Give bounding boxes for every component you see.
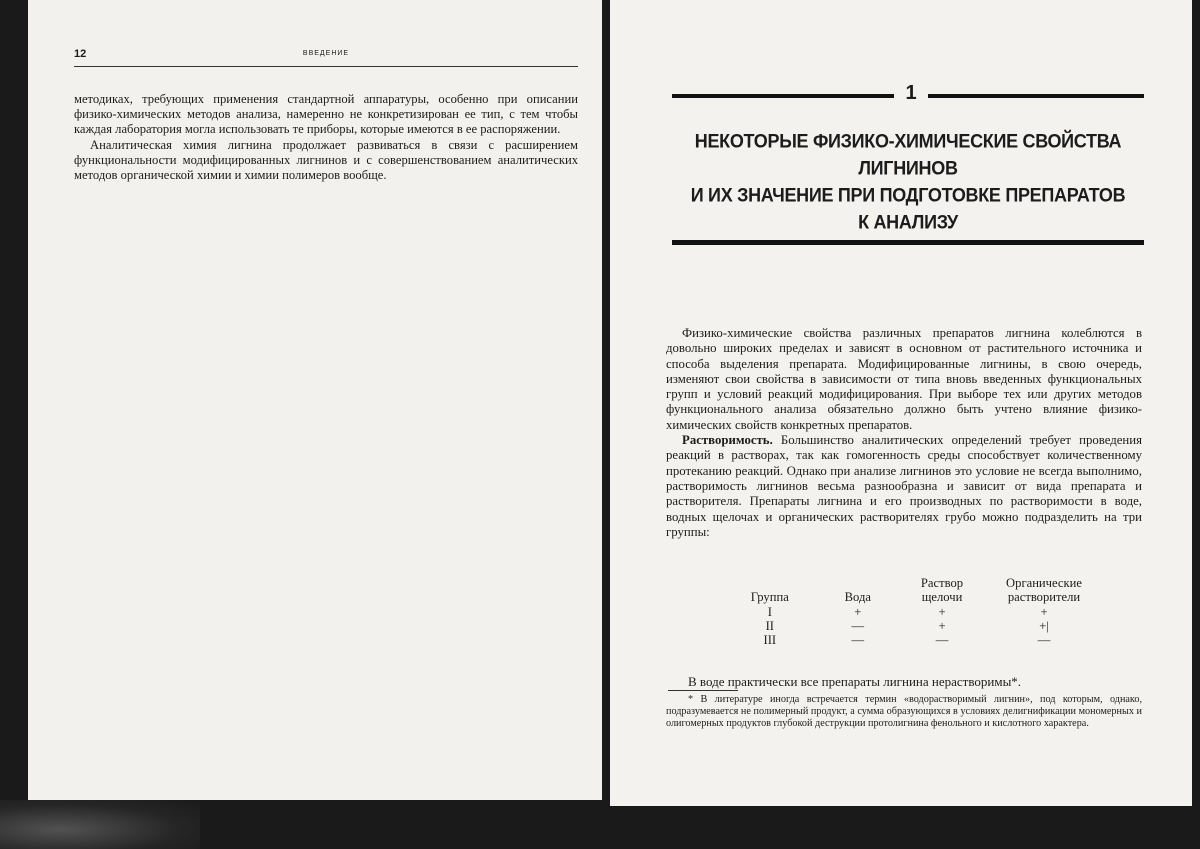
chapter-rule-left xyxy=(672,94,894,98)
table-row xyxy=(720,605,1100,619)
paragraph: Аналитическая химия лигнина продолжает развиваться в связи с расширением функциональности модифицированных лигнинов и с совершенствованием аналитических методов органической химии и химии полимеров вообще. xyxy=(74,137,578,183)
table-cell: + xyxy=(854,605,862,619)
right-body-text xyxy=(666,326,1142,540)
table-cell: III xyxy=(763,633,777,647)
scan-artifact xyxy=(0,800,200,849)
running-head-title: ВВЕДЕНИЕ xyxy=(302,50,350,57)
intro-paragraph: Физико-химические свойства различных препаратов лигнина колеблются в довольно широких пределах и зависят в основном от растительного источника и способа выделения препарата. Модифицированные лигнины, в свою очередь, изменяют свои свойства в зависимости от типа вновь введенных функциональных групп и условий реакций модифицирования. При выборе тех или других методов функционального анализа обязательно должно быть учтено влияние физико-химических свойств конкретных препаратов. xyxy=(666,326,1142,432)
table-cell: — xyxy=(851,633,865,647)
table-header: Органические растворители xyxy=(1006,576,1082,604)
chapter-title-line: НЕКОТОРЫЕ ФИЗИКО-ХИМИЧЕСКИЕ СВОЙСТВА ЛИГНИНОВ xyxy=(694,130,1122,179)
table-header: Раствор щелочи xyxy=(920,576,964,604)
table-cell: + xyxy=(1040,605,1048,619)
paragraph: методиках, требующих применения стандартной аппаратуры, особенно при описании физико-химических методов анализа, намеренно не конкретизирован ее тип, с тем чтобы каждая лаборатория могла использовать те приборы, которые имеются в ее распоряжении. xyxy=(74,92,578,137)
table-row xyxy=(720,633,1100,647)
chapter-rule-right xyxy=(928,94,1144,98)
chapter-number: 1 xyxy=(905,82,917,104)
table-cell: II xyxy=(765,619,774,633)
solubility-text: Большинство аналитических определений требует проведения реакций в растворах, так как гомогенность среды способствует количественному протеканию реакций. Однако при анализе лигнинов это условие не всегда выполнимо, растворимость лигнинов весьма разнообразна и зависит от вида препарата и растворителя. Препараты лигнина и его производных по растворимости в воде, водных щелочах и органических растворителях грубо можно подразделить на три группы: xyxy=(666,433,1142,539)
right-page xyxy=(610,0,1192,806)
footnote-rule xyxy=(668,690,738,691)
footnote: * В литературе иногда встречается термин «водорастворимый лигнин», под которым, однако, подразумевается не полимерный продукт, а сумма образующихся в условиях делигнификации мономерных и олигомерных продуктов глубокой деструкции протолигнина фенольного и кислотного характера. xyxy=(666,694,1142,730)
table-cell: +| xyxy=(1039,619,1049,633)
table-row xyxy=(720,619,1100,633)
left-body-text xyxy=(74,92,578,183)
table-cell: — xyxy=(935,633,949,647)
table-header: Группа xyxy=(750,590,789,604)
chapter-title xyxy=(672,128,1144,236)
table-header-row xyxy=(720,576,1100,605)
solubility-paragraph xyxy=(666,433,1142,540)
page-number: 12 xyxy=(74,48,87,60)
table-cell: I xyxy=(767,605,772,619)
chapter-title-line: И ИХ ЗНАЧЕНИЕ ПРИ ПОДГОТОВКЕ ПРЕПАРАТОВ xyxy=(690,184,1126,206)
table-cell: — xyxy=(1037,633,1051,647)
table-cell: + xyxy=(938,619,946,633)
left-page xyxy=(28,0,602,800)
solubility-heading: Растворимость. xyxy=(682,433,773,448)
table-cell: — xyxy=(851,619,865,633)
running-header xyxy=(74,48,578,67)
solubility-table xyxy=(720,576,1100,647)
chapter-title-line: К АНАЛИЗУ xyxy=(858,211,958,233)
table-header: Вода xyxy=(844,590,871,604)
after-table-sentence: В воде практически все препараты лигнина нерастворимы*. xyxy=(688,674,1022,689)
table-cell: + xyxy=(938,605,946,619)
chapter-rule-bottom xyxy=(672,240,1144,245)
